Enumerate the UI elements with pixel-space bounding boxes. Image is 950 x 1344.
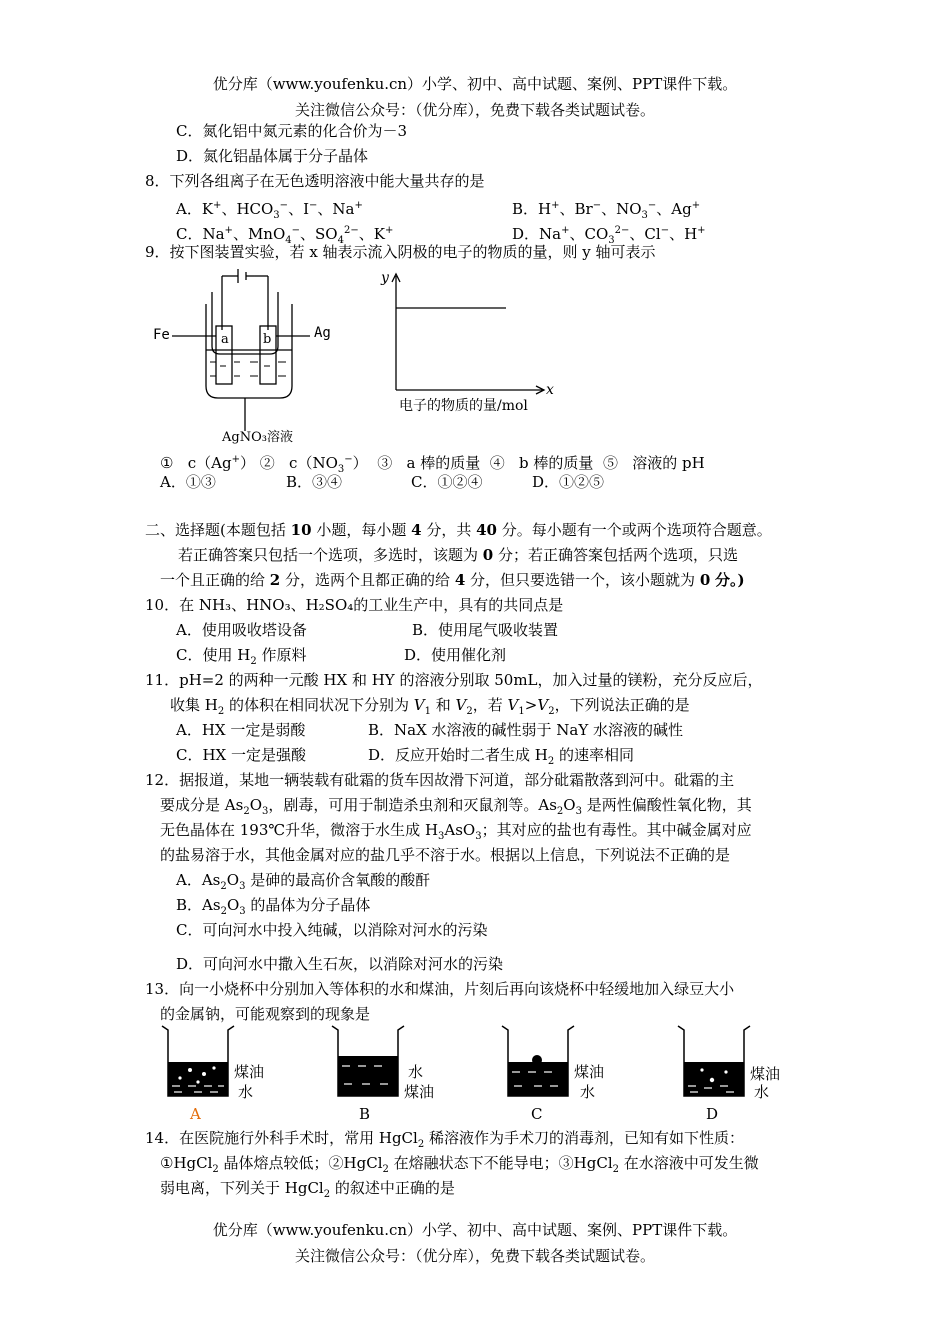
q12-option-b: B．$As_2O_3$ 的晶体为分子晶体	[176, 896, 371, 917]
fe-electrode-label: Fe	[153, 327, 170, 343]
beaker-d-label: D	[706, 1105, 719, 1123]
beaker-b-top-label: 水	[408, 1063, 424, 1081]
solution-label: AgNO₃溶液	[222, 430, 293, 445]
q10-stem: 10．在 NH₃、HNO₃、H₂SO₄的工业生产中，具有的共同点是	[145, 596, 564, 614]
q9-option-b: B．③④	[286, 473, 343, 491]
q12-option-d: D．可向河水中撒入生石灰，以消除对河水的污染	[176, 955, 504, 973]
beaker-a-label: A	[190, 1105, 201, 1123]
q9-items: ① c（Ag+） ② $c(NO_3^-)$ ③ a 棒的质量 ④ b 棒的质量 ⑤ 溶液的 pH	[160, 454, 705, 475]
beaker-a-top-label: 煤油	[234, 1063, 265, 1081]
electrolysis-apparatus-figure	[150, 266, 320, 451]
q8-option-d: D．Na+、$CO_3^{2-}$、Cl−、H+	[512, 225, 706, 246]
q14-line-2: ①HgCl$_2$ 晶体熔点较低；②HgCl$_2$ 在熔融状态下不能导电；③HgCl$_2$ 在水溶液中可发生微	[160, 1154, 759, 1175]
q10-option-c: C．使用 $H_2$ 作原料	[176, 646, 307, 667]
beaker-d-top-label: 煤油	[750, 1065, 781, 1083]
q14-line-1: 14．在医院施行外科手术时，常用 HgCl$_2$ 稀溶液作为手术刀的消毒剂，已知有如下性质：	[145, 1129, 744, 1150]
q8-option-c: C．Na+、MnO$_4$−、$SO_4^{2-}$、K+	[176, 225, 394, 246]
footer-line-2: 关注微信公众号：（优分库），免费下载各类试题试卷。	[294, 1247, 655, 1265]
beaker-b-label: B	[359, 1105, 371, 1123]
q12-stem-1: 12．据报道，某地一辆装载有砒霜的货车因故滑下河道，部分砒霜散落到河中。砒霜的主	[145, 771, 735, 789]
y-vs-electrons-graph	[376, 268, 556, 396]
q8-stem: 8．下列各组离子在无色透明溶液中能大量共存的是	[145, 172, 485, 190]
q11-option-b: B．NaX 水溶液的碱性弱于 NaY 水溶液的碱性	[368, 721, 684, 739]
q7-option-c: C．氮化铝中氮元素的化合价为－3	[176, 122, 408, 140]
q10-option-d: D．使用催化剂	[404, 646, 507, 664]
beaker-c-top-label: 煤油	[574, 1063, 605, 1081]
q11-stem-2: 收集 $H_2$ 的体积在相同状况下分别为 $V_1$ 和 $V_2$，若 $V_1>V_2$，下列说法正确的是	[170, 696, 690, 717]
ag-electrode-label: Ag	[314, 325, 331, 341]
q12-stem-4: 的盐易溶于水，其他金属对应的盐几乎不溶于水。根据以上信息，下列说法不正确的是	[160, 846, 731, 864]
beaker-c	[500, 1022, 580, 1104]
q13-stem-1: 13．向一小烧杯中分别加入等体积的水和煤油，片刻后再向该烧杯中轻缓地加入绿豆大小	[145, 980, 735, 998]
section2-line-2: 若正确答案只包括一个选项，多选时，该题为 0 分；若正确答案包括两个选项，只选	[178, 546, 739, 564]
header-line-2: 关注微信公众号：（优分库），免费下载各类试题试卷。	[294, 101, 655, 119]
beaker-a	[160, 1022, 240, 1104]
q8-option-b: B．H+、Br−、$NO_3^-$、Ag+	[512, 200, 701, 221]
q12-stem-2: 要成分是 $As_2O_3$，剧毒，可用于制造杀虫剂和灭鼠剂等。$As_2O_3$ 是两性偏酸性氧化物，其	[160, 796, 752, 817]
q11-option-c: C．HX 一定是强酸	[176, 746, 307, 764]
beaker-a-bottom-label: 水	[238, 1083, 254, 1101]
rod-b-label: b	[263, 332, 272, 347]
q11-stem-1: 11．pH=2 的两种一元酸 HX 和 HY 的溶液分别取 50mL，加入过量的镁粉，充分反应后，	[145, 671, 763, 689]
rod-a-label: a	[221, 332, 229, 347]
section2-title: 二、选择题(本题包括 10 小题，每小题 4 分，共 40 分。每小题有一个或两个选项符合题意。	[145, 521, 772, 539]
q11-option-d: D．反应开始时二者生成 $H_2$ 的速率相同	[368, 746, 635, 767]
q13-stem-2: 的金属钠，可能观察到的现象是	[160, 1005, 371, 1023]
graph-x-axis-label: x	[546, 382, 554, 398]
q12-stem-3: 无色晶体在 193℃升华，微溶于水生成 $H_3AsO_3$；其对应的盐也有毒性。其中碱金属对应	[160, 821, 752, 842]
beaker-d	[676, 1022, 756, 1104]
q7-option-d: D．氮化铝晶体属于分子晶体	[176, 147, 369, 165]
q9-stem: 9．按下图装置实验，若 x 轴表示流入阴极的电子的物质的量，则 y 轴可表示	[145, 243, 656, 261]
header-line-1: 优分库（www.youfenku.cn）小学、初中、高中试题、案例、PPT课件下载。	[212, 75, 738, 93]
graph-y-axis-label: y	[381, 270, 389, 286]
q10-option-b: B．使用尾气吸收装置	[412, 621, 559, 639]
q9-option-a: A．①③	[160, 473, 216, 491]
section2-line-3: 一个且正确的给 2 分，选两个且都正确的给 4 分，但只要选错一个，该小题就为 0 分。)	[160, 571, 745, 589]
q11-option-a: A．HX 一定是弱酸	[176, 721, 306, 739]
q9-option-c: C．①②④	[411, 473, 483, 491]
q10-option-a: A．使用吸收塔设备	[176, 621, 307, 639]
footer-line-1: 优分库（www.youfenku.cn）小学、初中、高中试题、案例、PPT课件下载。	[212, 1221, 738, 1239]
q12-option-c: C．可向河水中投入纯碱，以消除对河水的污染	[176, 921, 488, 939]
q14-line-3: 弱电离，下列关于 HgCl$_2$ 的叙述中正确的是	[160, 1179, 455, 1200]
beaker-c-label: C	[531, 1105, 543, 1123]
graph-x-caption: 电子的物质的量/mol	[399, 398, 528, 414]
q9-option-d: D．①②⑤	[532, 473, 605, 491]
beaker-c-bottom-label: 水	[580, 1083, 596, 1101]
q8-option-a: A．K+、$HCO_3^-$、I−、Na+	[176, 200, 363, 221]
beaker-b-bottom-label: 煤油	[404, 1083, 435, 1101]
q12-option-a: A．$As_2O_3$ 是砷的最高价含氧酸的酸酐	[176, 871, 431, 892]
beaker-b	[330, 1022, 410, 1104]
beaker-d-bottom-label: 水	[754, 1083, 770, 1101]
